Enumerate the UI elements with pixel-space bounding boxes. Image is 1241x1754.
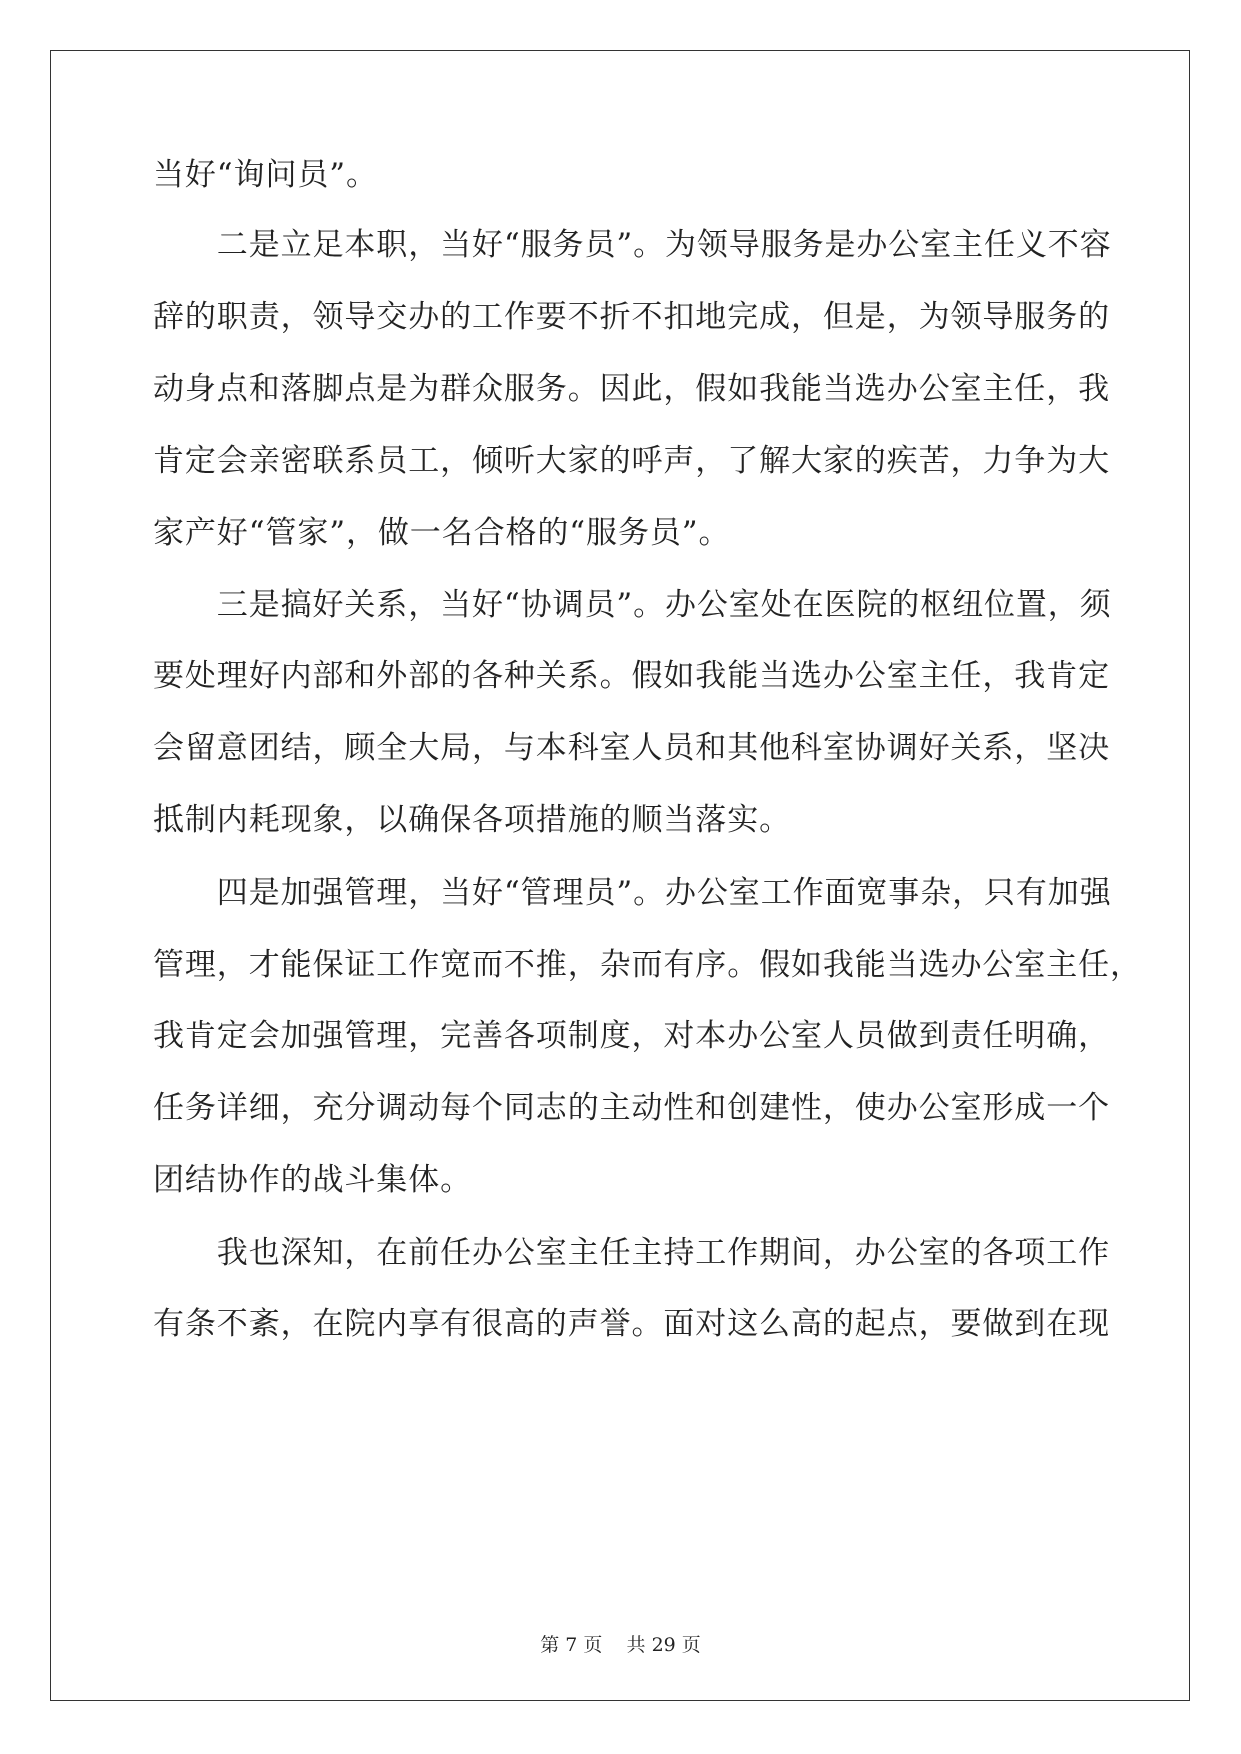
text-line: 有条不紊，在院内享有很高的声誉。面对这么高的起点，要做到在现: [153, 1306, 1110, 1342]
text-line: 任务详细，充分调动每个同志的主动性和创建性，使办公室形成一个: [153, 1090, 1110, 1126]
page-number: 第 7 页: [540, 1634, 603, 1656]
text-line: 辞的职责，领导交办的工作要不折不扣地完成，但是，为领导服务的: [153, 299, 1110, 335]
text-line: 肯定会亲密联系员工，倾听大家的呼声，了解大家的疾苦，力争为大: [153, 443, 1110, 479]
text-line: 三是搞好关系，当好“协调员”。办公室处在医院的枢纽位置，须: [153, 587, 1112, 623]
page-total: 共 29 页: [626, 1634, 701, 1656]
text-line: 我肯定会加强管理，完善各项制度，对本办公室人员做到责任明确，: [153, 1018, 1110, 1054]
text-line: 抵制内耗现象，以确保各项措施的顺当落实。: [153, 802, 791, 838]
text-line: 会留意团结，顾全大局，与本科室人员和其他科室协调好关系，坚决: [153, 730, 1110, 766]
page-footer: [0, 1633, 1241, 1657]
text-line: 我也深知，在前任办公室主任主持工作期间，办公室的各项工作: [153, 1235, 1110, 1271]
text-line: 要处理好内部和外部的各种关系。假如我能当选办公室主任，我肯定: [153, 658, 1110, 694]
text-line: 动身点和落脚点是为群众服务。因此，假如我能当选办公室主任，我: [153, 371, 1110, 407]
text-line: 管理，才能保证工作宽而不推，杂而有序。假如我能当选办公室主任，: [153, 947, 1142, 983]
text-line: 团结协作的战斗集体。: [153, 1162, 472, 1198]
text-line: 当好“询问员”。: [153, 157, 378, 193]
text-line: 四是加强管理，当好“管理员”。办公室工作面宽事杂，只有加强: [153, 875, 1112, 911]
text-line: 家产好“管家”，做一名合格的“服务员”。: [153, 515, 731, 551]
text-line: 二是立足本职，当好“服务员”。为领导服务是办公室主任义不容: [153, 227, 1112, 263]
